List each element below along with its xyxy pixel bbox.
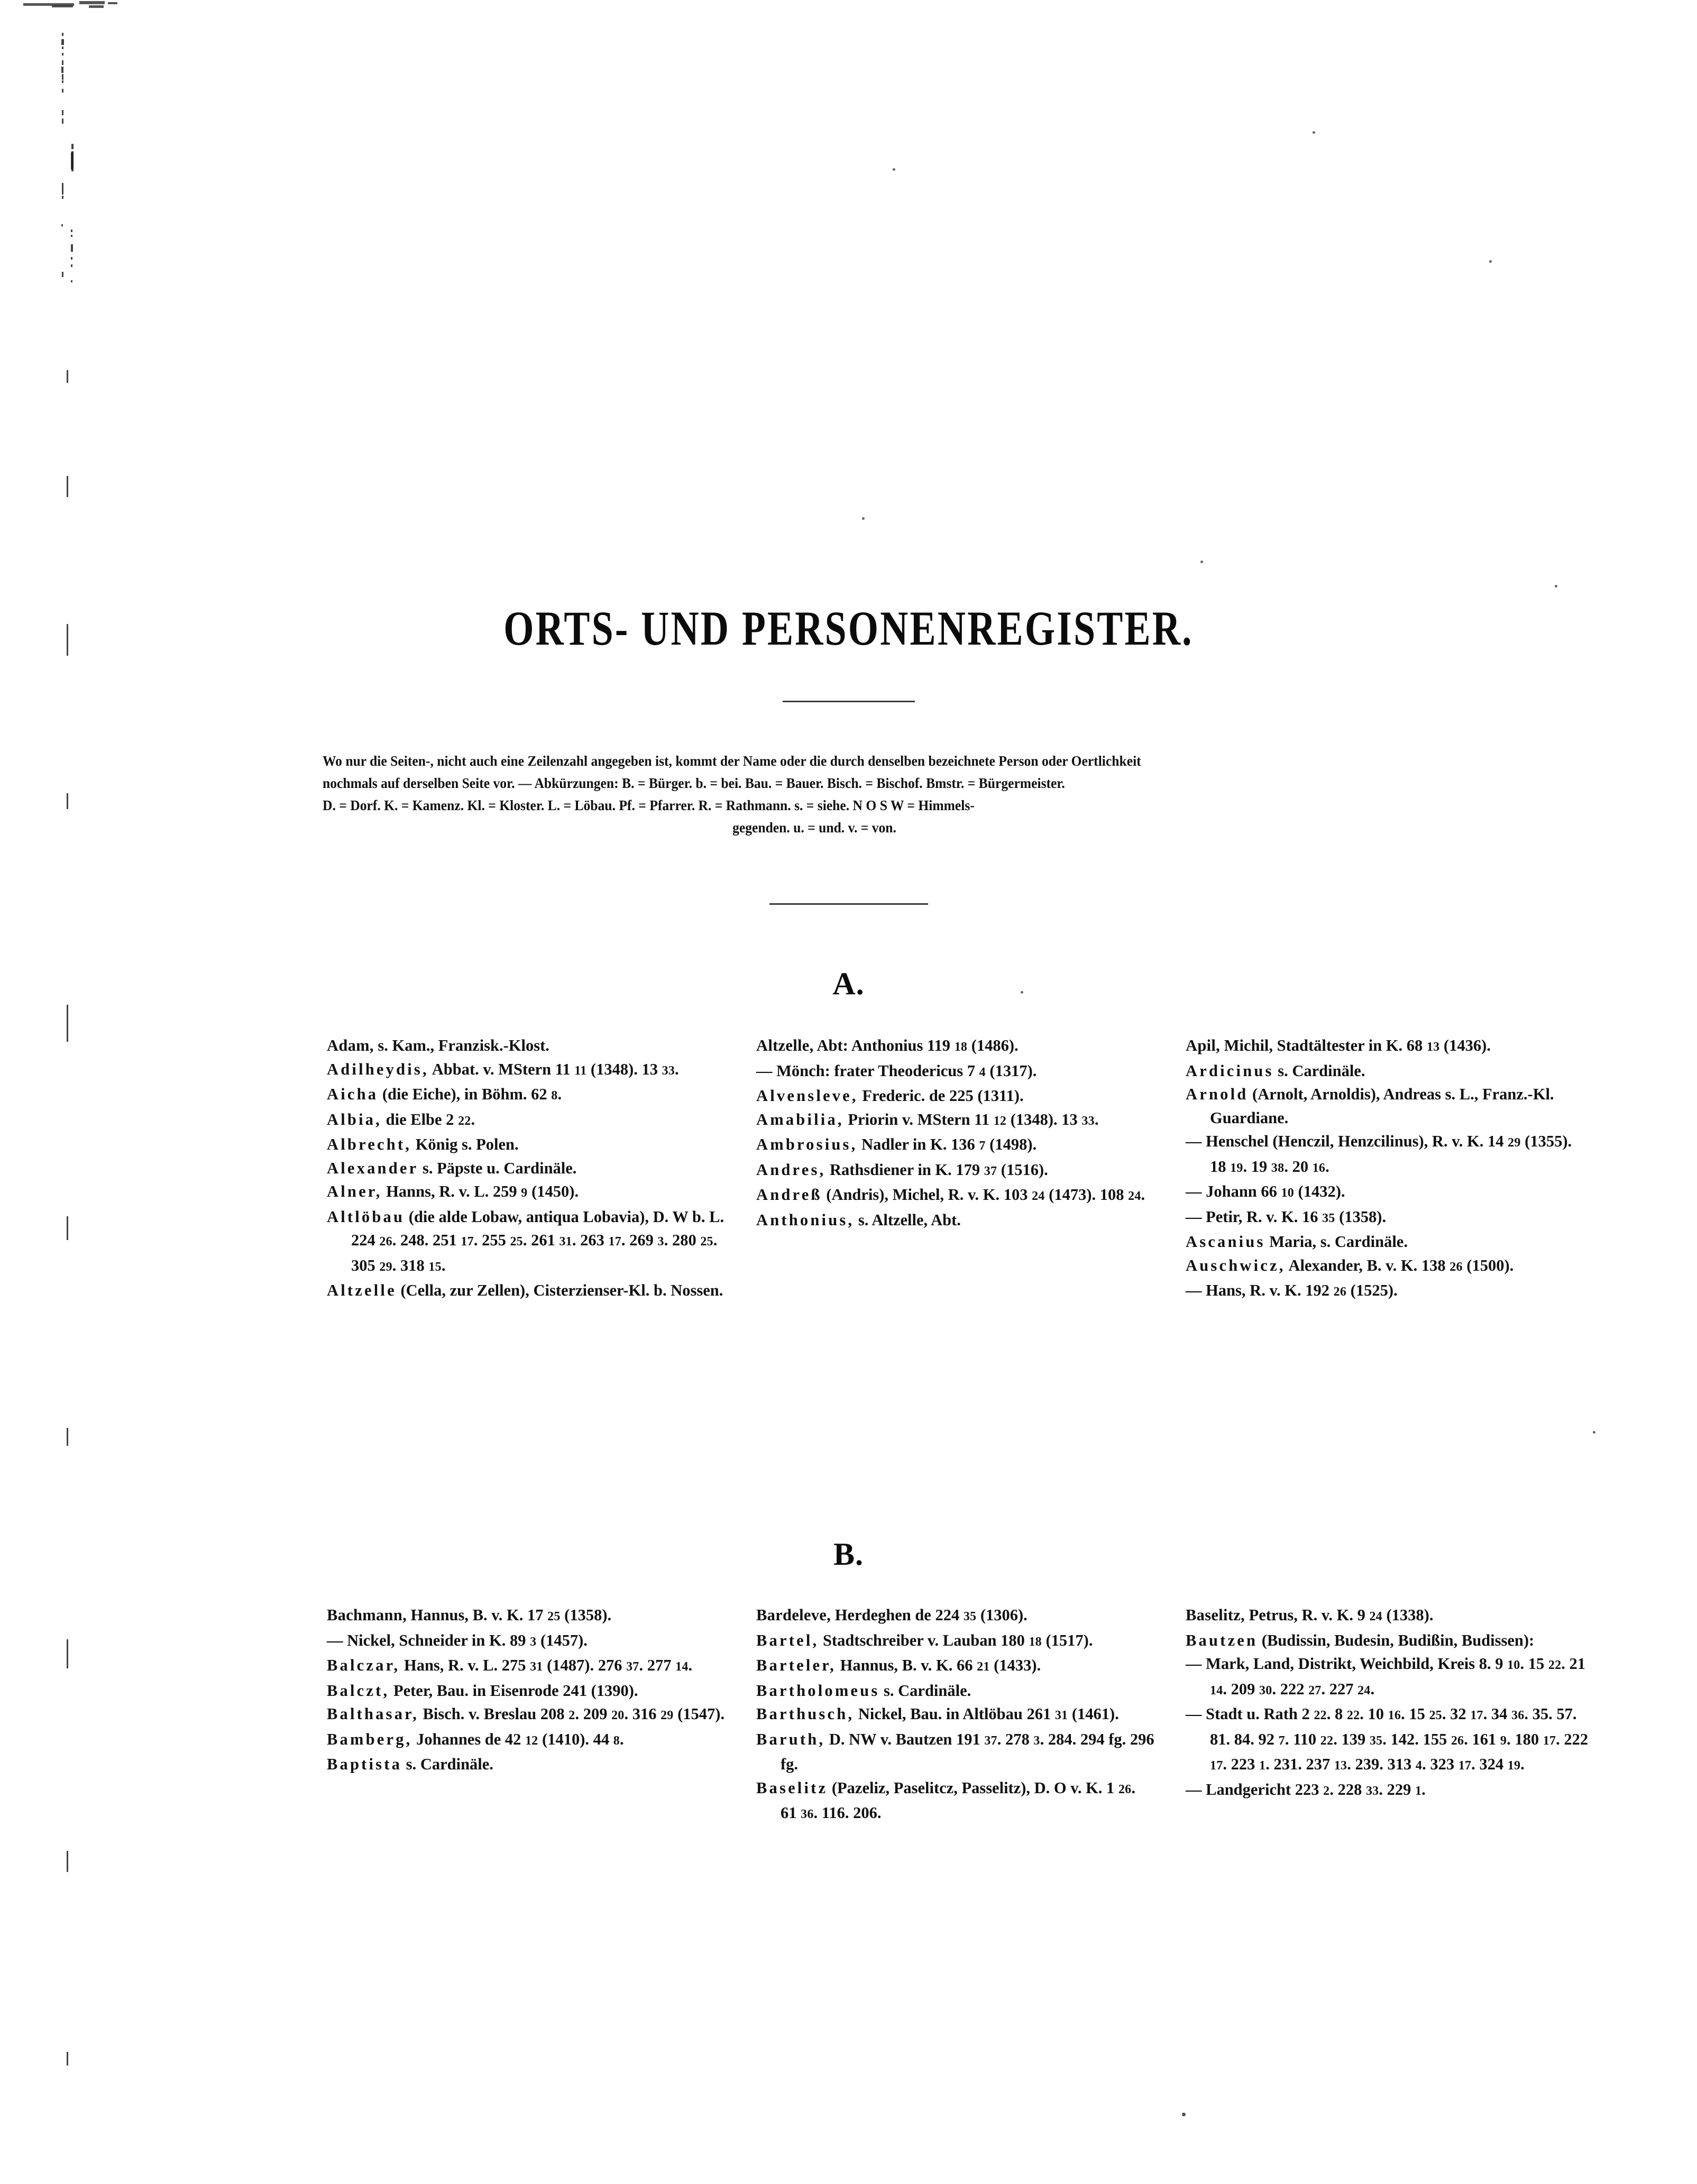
index-entry-headword: Barthusch, — [756, 1705, 855, 1723]
scan-gutter-speck — [62, 53, 63, 56]
scan-gutter-speck — [67, 2052, 68, 2066]
scan-edge-artifact — [52, 5, 73, 7]
index-entry-detail: Hannus, B. v. K. 66 21 (1433). — [836, 1656, 1041, 1674]
index-entry-detail: Stadtschreiber v. Lauban 180 18 (1517). — [819, 1631, 1093, 1649]
index-entry-detail: Henschel (Henczil, Henzcilinus), R. v. K. 14 29 (1355). 18 19. 19 38. 20 16. — [1201, 1132, 1572, 1176]
scan-gutter-speck — [67, 793, 68, 809]
index-entry — [756, 1603, 1155, 1629]
index-entry-detail: Nadler in K. 136 7 (1498). — [857, 1135, 1037, 1153]
index-column — [327, 1603, 748, 1827]
index-entry-headword: Albia, — [327, 1110, 382, 1128]
index-entry — [327, 1728, 734, 1753]
index-entry-headword: Ambrosius, — [756, 1135, 858, 1153]
index-entry-detail: s. Päpste u. Cardinäle. — [418, 1159, 577, 1177]
index-entry — [1186, 1059, 1590, 1083]
scan-gutter-speck — [62, 189, 63, 195]
scan-speck — [862, 517, 865, 520]
index-entry — [756, 1084, 1155, 1108]
index-entry — [756, 1034, 1155, 1059]
index-entry — [1186, 1180, 1590, 1205]
scan-gutter-speck — [62, 196, 63, 199]
index-entry-headword: Baruth, — [756, 1730, 825, 1748]
index-entry-headword: — — [1186, 1780, 1202, 1798]
index-entry — [756, 1108, 1155, 1133]
scan-gutter-speck — [67, 1851, 68, 1872]
index-entry-headword: Bamberg, — [327, 1730, 412, 1748]
index-entry-detail: Priorin v. MStern 11 12 (1348). 13 33. — [843, 1110, 1099, 1128]
scan-gutter-speck — [67, 476, 68, 497]
scan-gutter-speck — [67, 1639, 68, 1668]
index-entry-detail: Peter, Bau. in Eisenrode 241 (1390). — [389, 1681, 638, 1700]
index-entry-headword: Andreß — [756, 1186, 822, 1204]
scan-gutter-speck — [67, 1216, 68, 1240]
index-entry-detail: Johannes de 42 12 (1410). 44 8. — [412, 1730, 624, 1748]
index-entry-headword: — — [1186, 1655, 1202, 1673]
index-entry-detail: die Elbe 2 22. — [382, 1110, 475, 1128]
index-entry-headword: Bartel, — [756, 1631, 819, 1649]
index-entry-headword: Anthonius, — [756, 1210, 855, 1229]
intro-divider-rule — [769, 903, 928, 905]
index-entry-headword: Ascanius — [1186, 1233, 1265, 1251]
scan-gutter-speck — [71, 144, 74, 149]
index-entry-detail: Petrus, R. v. K. 9 24 (1338). — [1244, 1606, 1434, 1624]
scan-gutter-speck — [62, 89, 63, 93]
index-entry-headword: Bartholomeus — [756, 1681, 880, 1700]
index-entry-detail: Maria, s. Cardinäle. — [1265, 1233, 1408, 1251]
scan-gutter-speck — [67, 1005, 68, 1042]
scan-gutter-speck — [67, 370, 68, 383]
index-entry-detail: D. NW v. Bautzen 191 37. 278 3. 284. 294 fg. 296 fg. — [781, 1730, 1154, 1773]
scan-gutter-speck — [62, 272, 63, 277]
index-entry — [327, 1679, 734, 1703]
index-entry-detail: Abbat. v. MStern 11 11 (1348). 13 33. — [428, 1060, 679, 1078]
scan-speck — [1313, 131, 1315, 134]
index-entry-headword: — — [1186, 1182, 1202, 1200]
index-entry-detail: Johann 66 10 (1432). — [1201, 1182, 1345, 1200]
index-entry-headword: Auschwicz, — [1186, 1256, 1286, 1274]
index-entry-detail: Landgericht 223 2. 228 33. 229 1. — [1201, 1780, 1426, 1798]
scan-speck — [1182, 2113, 1186, 2116]
index-entry-detail: s. Cardinäle. — [879, 1681, 971, 1700]
index-entry-detail: Nickel, Bau. in Altlöbau 261 31 (1461). — [854, 1705, 1119, 1723]
index-entry-headword: Apil, — [1186, 1036, 1221, 1054]
scan-gutter-speck — [62, 60, 63, 65]
index-entry — [327, 1603, 734, 1629]
index-entry — [1186, 1603, 1590, 1629]
index-entry-detail: König s. Polen. — [411, 1135, 519, 1153]
index-entry-detail: Bisch. v. Breslau 208 2. 209 20. 316 29 (1547). — [418, 1705, 725, 1723]
scan-gutter-speck — [71, 264, 72, 267]
index-column — [748, 1603, 1169, 1827]
index-entry — [756, 1702, 1155, 1728]
scan-edge-artifact — [79, 1, 105, 4]
scan-gutter-speck — [67, 1428, 68, 1446]
index-entry — [327, 1279, 734, 1302]
index-entry — [327, 1205, 734, 1279]
index-entry-detail: (Budissin, Budesin, Budißin, Budissen): — [1258, 1631, 1535, 1649]
scan-gutter-speck — [71, 235, 72, 237]
section-b-columns — [327, 1603, 1590, 1827]
index-entry-headword: — — [1186, 1705, 1202, 1723]
index-entry — [756, 1208, 1155, 1232]
index-entry-detail: Hans, R. v. L. 275 31 (1487). 276 37. 277 14. — [400, 1656, 693, 1674]
index-entry-headword: Adam, — [327, 1036, 374, 1054]
scan-gutter-speck — [71, 257, 72, 260]
abbreviations-note-line: Wo nur die Seiten-, nicht auch eine Zeilenzahl angegeben ist, kommt der Name oder die durch denselben bezeichnete Person oder Oertlichkeit — [323, 753, 1141, 769]
index-entry-headword: Baselitz — [756, 1778, 828, 1797]
scan-gutter-speck — [71, 244, 73, 252]
index-entry-detail: (Pazeliz, Paselitcz, Passelitz), D. O v. K. 1 26. 61 36. 116. 206. — [781, 1778, 1135, 1822]
index-entry-detail: s. Altzelle, Abt. — [854, 1210, 961, 1229]
index-entry — [1186, 1279, 1590, 1304]
index-entry — [756, 1158, 1155, 1183]
index-entry-detail: (Cella, zur Zellen), Cisterzienser-Kl. b. Nossen. — [396, 1281, 723, 1299]
index-entry-headword: — — [756, 1061, 773, 1080]
scan-gutter-speck — [62, 118, 63, 124]
index-entry-headword: Bardeleve, — [756, 1606, 831, 1624]
index-entry-detail: Nickel, Schneider in K. 89 3 (1457). — [343, 1631, 588, 1649]
index-entry-headword: Balczt, — [327, 1681, 390, 1700]
index-entry-headword: Bautzen — [1186, 1631, 1258, 1649]
index-entry-detail: Stadt u. Rath 2 22. 8 22. 10 16. 15 25. 32 17. 34 36. 35. 57. 81. 84. 92 7. 110 22. 139 35. 142. 155 26. 161 9. 180 17. 222 17. 223 1. 231. 237 13. 239. 313 4. 323 17. 324 19. — [1201, 1705, 1589, 1773]
scan-gutter-speck — [71, 280, 72, 282]
index-column — [1169, 1603, 1590, 1827]
index-entry — [327, 1082, 734, 1108]
abbreviations-note-line: gegenden. u. = und. v. = von. — [732, 819, 896, 836]
index-entry-headword: Altzelle — [327, 1281, 397, 1299]
index-entry-detail: (Andris), Michel, R. v. K. 103 24 (1473). 108 24. — [822, 1186, 1145, 1204]
index-entry-headword: — — [327, 1631, 343, 1649]
index-entry-detail: (Arnolt, Arnoldis), Andreas s. L., Franz.-Kl. Guardiane. — [1210, 1085, 1554, 1127]
index-entry-detail: Rathsdiener in K. 179 37 (1516). — [825, 1160, 1048, 1179]
scan-gutter-speck — [71, 162, 74, 171]
section-letter-a: A. — [832, 966, 865, 1001]
index-entry-headword: Ardicinus — [1186, 1061, 1274, 1080]
index-entry — [327, 1180, 734, 1205]
index-entry-detail: Hans, R. v. K. 192 26 (1525). — [1201, 1281, 1398, 1299]
index-entry-headword: — — [1186, 1207, 1202, 1226]
index-entry-headword: Altzelle, — [756, 1036, 814, 1054]
index-entry-headword: Andres, — [756, 1160, 826, 1179]
scan-gutter-speck — [62, 74, 63, 80]
index-entry-detail: s. Cardinäle. — [402, 1755, 493, 1773]
index-entry-detail: (die alde Lobaw, antiqua Lobavia), D. W b. L. 224 26. 248. 251 17. 255 25. 261 31. 263 17. 269 3. 280 25. 305 29. 318 15. — [351, 1207, 724, 1274]
index-entry-headword: Albrecht, — [327, 1135, 412, 1153]
scan-speck — [893, 168, 895, 171]
title-divider-rule — [783, 701, 915, 702]
index-entry-detail: Alexander, B. v. K. 138 26 (1500). — [1285, 1256, 1514, 1274]
index-entry — [327, 1654, 734, 1679]
index-column — [1169, 1034, 1590, 1304]
abbreviations-note-line: nochmals auf derselben Seite vor. — Abkürzungen: B. = Bürger. b. = bei. Bau. = Bauer. Bisch. = Bischof. Bmstr. = Bürgermeister. — [323, 775, 1065, 791]
index-entry — [756, 1133, 1155, 1158]
index-entry-headword: Arnold — [1186, 1085, 1249, 1103]
scan-speck — [1593, 1431, 1595, 1434]
index-entry — [327, 1034, 734, 1058]
scan-gutter-speck — [62, 47, 63, 49]
index-entry — [1186, 1205, 1590, 1231]
page-title: ORTS- UND PERSONENREGISTER. — [503, 601, 1194, 655]
index-entry — [327, 1133, 734, 1157]
index-entry-detail: (die Eiche), in Böhm. 62 8. — [378, 1085, 562, 1103]
index-entry-headword: Balczar, — [327, 1656, 400, 1674]
index-entry — [327, 1629, 734, 1654]
index-entry-headword: — — [1186, 1281, 1202, 1299]
index-entry — [327, 1702, 734, 1728]
index-entry — [756, 1654, 1155, 1679]
index-entry-headword: Amabilia, — [756, 1110, 844, 1128]
scan-gutter-speck — [62, 80, 63, 83]
index-entry — [1186, 1702, 1590, 1778]
page-title-block — [0, 601, 1697, 655]
index-entry-headword: Altlöbau — [327, 1207, 405, 1226]
index-entry-headword: Aicha — [327, 1085, 379, 1103]
index-entry-detail: s. Cardinäle. — [1273, 1061, 1365, 1080]
scan-edge-artifact — [108, 2, 117, 4]
index-entry — [1186, 1130, 1590, 1180]
index-entry — [756, 1183, 1155, 1208]
index-entry — [1186, 1082, 1590, 1130]
scan-gutter-speck — [61, 224, 63, 226]
index-entry-detail: Petir, R. v. K. 16 35 (1358). — [1201, 1207, 1387, 1226]
index-entry-detail: Abt: Anthonius 119 18 (1486). — [813, 1036, 1019, 1054]
scan-speck — [1489, 260, 1492, 263]
abbreviations-note-line: D. = Dorf. K. = Kamenz. Kl. = Kloster. L. = Löbau. Pf. = Pfarrer. R. = Rathmann. s. = siehe. N O S W = Himmels- — [323, 797, 975, 813]
index-entry-headword: Adilheydis, — [327, 1060, 429, 1078]
index-entry-headword: Baselitz, — [1186, 1606, 1245, 1624]
index-entry-headword: Alner, — [327, 1182, 382, 1200]
index-column — [327, 1034, 748, 1304]
index-entry — [756, 1059, 1155, 1085]
scan-speck — [1200, 561, 1203, 563]
index-entry — [1186, 1254, 1590, 1279]
index-entry — [327, 1752, 734, 1776]
index-entry-headword: Alvensleve, — [756, 1087, 858, 1105]
section-letter-b: B. — [833, 1537, 864, 1572]
scan-speck — [1555, 585, 1557, 588]
index-entry-headword: Alexander — [327, 1159, 419, 1177]
index-entry-headword: — — [1186, 1132, 1202, 1150]
index-entry — [756, 1679, 1155, 1703]
index-entry — [1186, 1034, 1590, 1059]
scan-edge-artifact — [89, 5, 104, 8]
index-entry-detail: Herdeghen de 224 35 (1306). — [831, 1606, 1028, 1624]
index-entry-headword: Barteler, — [756, 1656, 836, 1674]
index-column — [748, 1034, 1169, 1304]
index-entry-headword: Baptista — [327, 1755, 402, 1773]
index-entry — [327, 1108, 734, 1133]
index-entry-detail: Mark, Land, Distrikt, Weichbild, Kreis 8. 9 10. 15 22. 21 14. 209 30. 222 27. 227 24. — [1201, 1655, 1586, 1698]
index-entry — [756, 1629, 1155, 1654]
index-entry — [1186, 1652, 1590, 1702]
scan-gutter-speck — [62, 33, 63, 36]
abbreviations-note — [323, 750, 1306, 839]
scan-gutter-speck — [61, 39, 64, 45]
scan-gutter-speck — [61, 67, 63, 73]
index-entry — [327, 1058, 734, 1083]
scan-gutter-speck — [62, 183, 63, 189]
index-entry-detail: Hanns, R. v. L. 259 9 (1450). — [382, 1182, 579, 1200]
index-entry-detail: Michil, Stadtältester in K. 68 13 (1436). — [1220, 1036, 1491, 1054]
index-entry — [1186, 1778, 1590, 1803]
index-entry — [1186, 1230, 1590, 1254]
index-entry-headword: Bachmann, — [327, 1606, 407, 1624]
index-entry-headword: Balthasar, — [327, 1705, 419, 1723]
index-entry — [756, 1728, 1155, 1776]
index-entry-detail: Mönch: frater Theodericus 7 4 (1317). — [772, 1061, 1037, 1080]
index-entry — [327, 1157, 734, 1180]
index-entry-detail: Frederic. de 225 (1311). — [858, 1087, 1024, 1105]
index-entry-detail: Hannus, B. v. K. 17 25 (1358). — [407, 1606, 612, 1624]
index-entry — [756, 1776, 1155, 1827]
index-entry — [1186, 1629, 1590, 1653]
index-entry-detail: s. Kam., Franzisk.-Klost. — [373, 1036, 549, 1054]
scan-gutter-speck — [62, 110, 63, 115]
scan-gutter-speck — [71, 230, 72, 232]
section-a-columns — [327, 1034, 1590, 1304]
